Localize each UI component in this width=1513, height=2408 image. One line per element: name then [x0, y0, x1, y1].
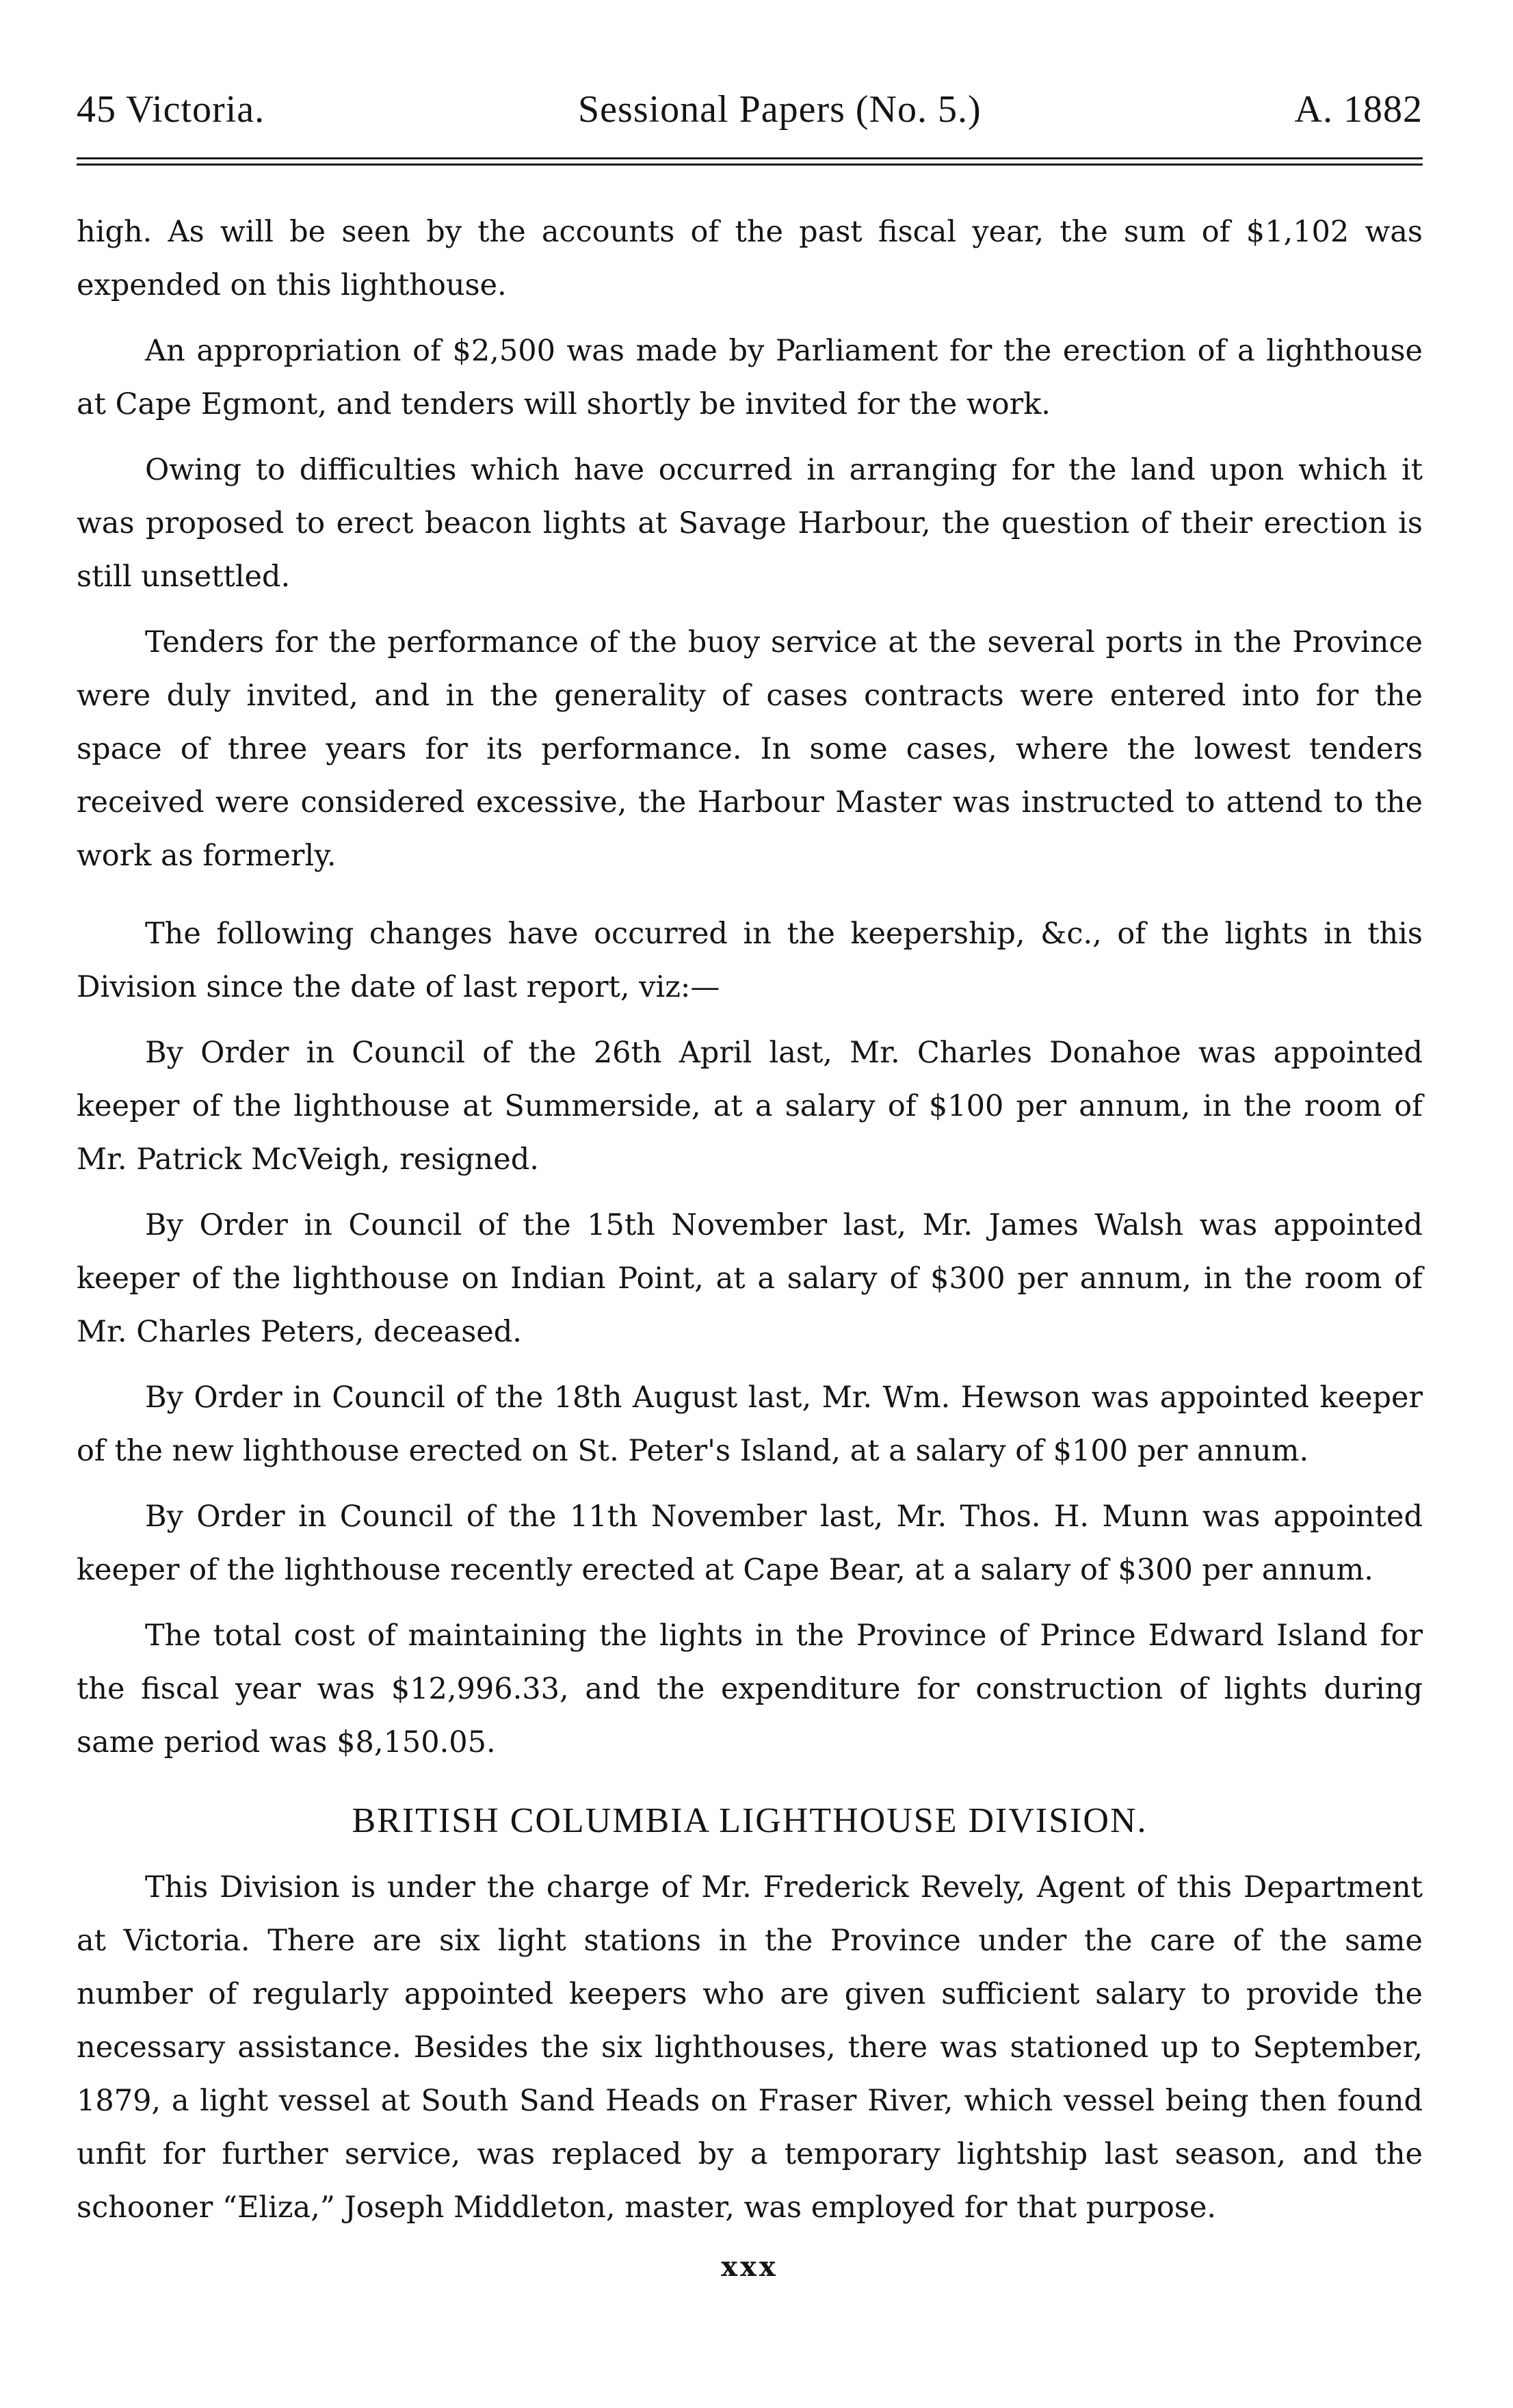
paragraph-cape-egmont: An appropriation of $2,500 was made by Parliament for the erection of a lighthouse at Cape Egmont, and tenders will shortly be invited for the work. — [77, 334, 1423, 421]
header-double-rule — [77, 157, 1423, 166]
paragraph-keepership-changes: The following changes have occurred in the keepership, &c., of the lights in this Division since the date of last report, viz:— — [77, 917, 1423, 1004]
body-text — [77, 205, 1423, 2234]
paragraph-total-cost: The total cost of maintaining the lights in the Province of Prince Edward Island for the fiscal year was $12,996.33, and the expenditure for construction of lights during same period was $8,150.05. — [77, 1619, 1423, 1759]
paragraph-british-columbia: This Division is under the charge of Mr. Frederick Revely, Agent of this Department at Victoria. There are six light stations in the Province under the care of the same number of regularly appointed keepers who are given sufficient salary to provide the necessary assistance. Besides the six lighthouses, there was stationed up to September, 1879, a light vessel at South Sand Heads on Fraser River, which vessel being then found unfit for further service, was replaced by a temporary lightship last season, and the schooner “Eliza,” Joseph Middleton, master, was employed for that purpose. — [77, 1870, 1423, 2225]
paragraph-order-indian-point: By Order in Council of the 15th November last, Mr. James Walsh was appointed keeper of the lighthouse on Indian Point, at a salary of $300 per annum, in the room of Mr. Charles Peters, deceased. — [77, 1208, 1423, 1349]
paragraph-order-cape-bear: By Order in Council of the 11th November last, Mr. Thos. H. Munn was appointed keeper of the lighthouse recently erected at Cape Bear, at a salary of $300 per annum. — [77, 1500, 1423, 1587]
document-page — [77, 82, 1423, 2288]
header-regnal-year: 45 Victoria. — [77, 88, 265, 131]
paragraph-buoy-service: Tenders for the performance of the buoy service at the several ports in the Province were duly invited, and in the generality of cases contracts were entered into for the space of three years for its performance. In some cases, where the lowest tenders received were considered excessive, the Harbour Master was instructed to attend to the work as formerly. — [77, 625, 1423, 873]
section-heading: BRITISH COLUMBIA LIGHTHOUSE DIVISION. — [352, 1801, 1148, 1840]
header-year: A. 1882 — [1294, 88, 1423, 131]
paragraph-continuation: high. As will be seen by the accounts of the past fiscal year, the sum of $1,102 was expended on this lighthouse. — [77, 215, 1423, 302]
paragraph-order-st-peters: By Order in Council of the 18th August last, Mr. Wm. Hewson was appointed keeper of the new lighthouse erected on St. Peter's Island, at a salary of $100 per annum. — [77, 1380, 1423, 1468]
running-header — [77, 82, 1423, 137]
paragraph-savage-harbour: Owing to difficulties which have occurred in arranging for the land upon which it was proposed to erect beacon lights at Savage Harbour, the question of their erection is still unsettled. — [77, 453, 1423, 594]
paragraph-order-summerside: By Order in Council of the 26th April last, Mr. Charles Donahoe was appointed keeper of the lighthouse at Summerside, at a salary of $100 per annum, in the room of Mr. Patrick McVeigh, resigned. — [77, 1036, 1423, 1177]
header-publication-title: Sessional Papers (No. 5.) — [578, 88, 982, 131]
page-folio: xxx — [721, 2251, 778, 2283]
